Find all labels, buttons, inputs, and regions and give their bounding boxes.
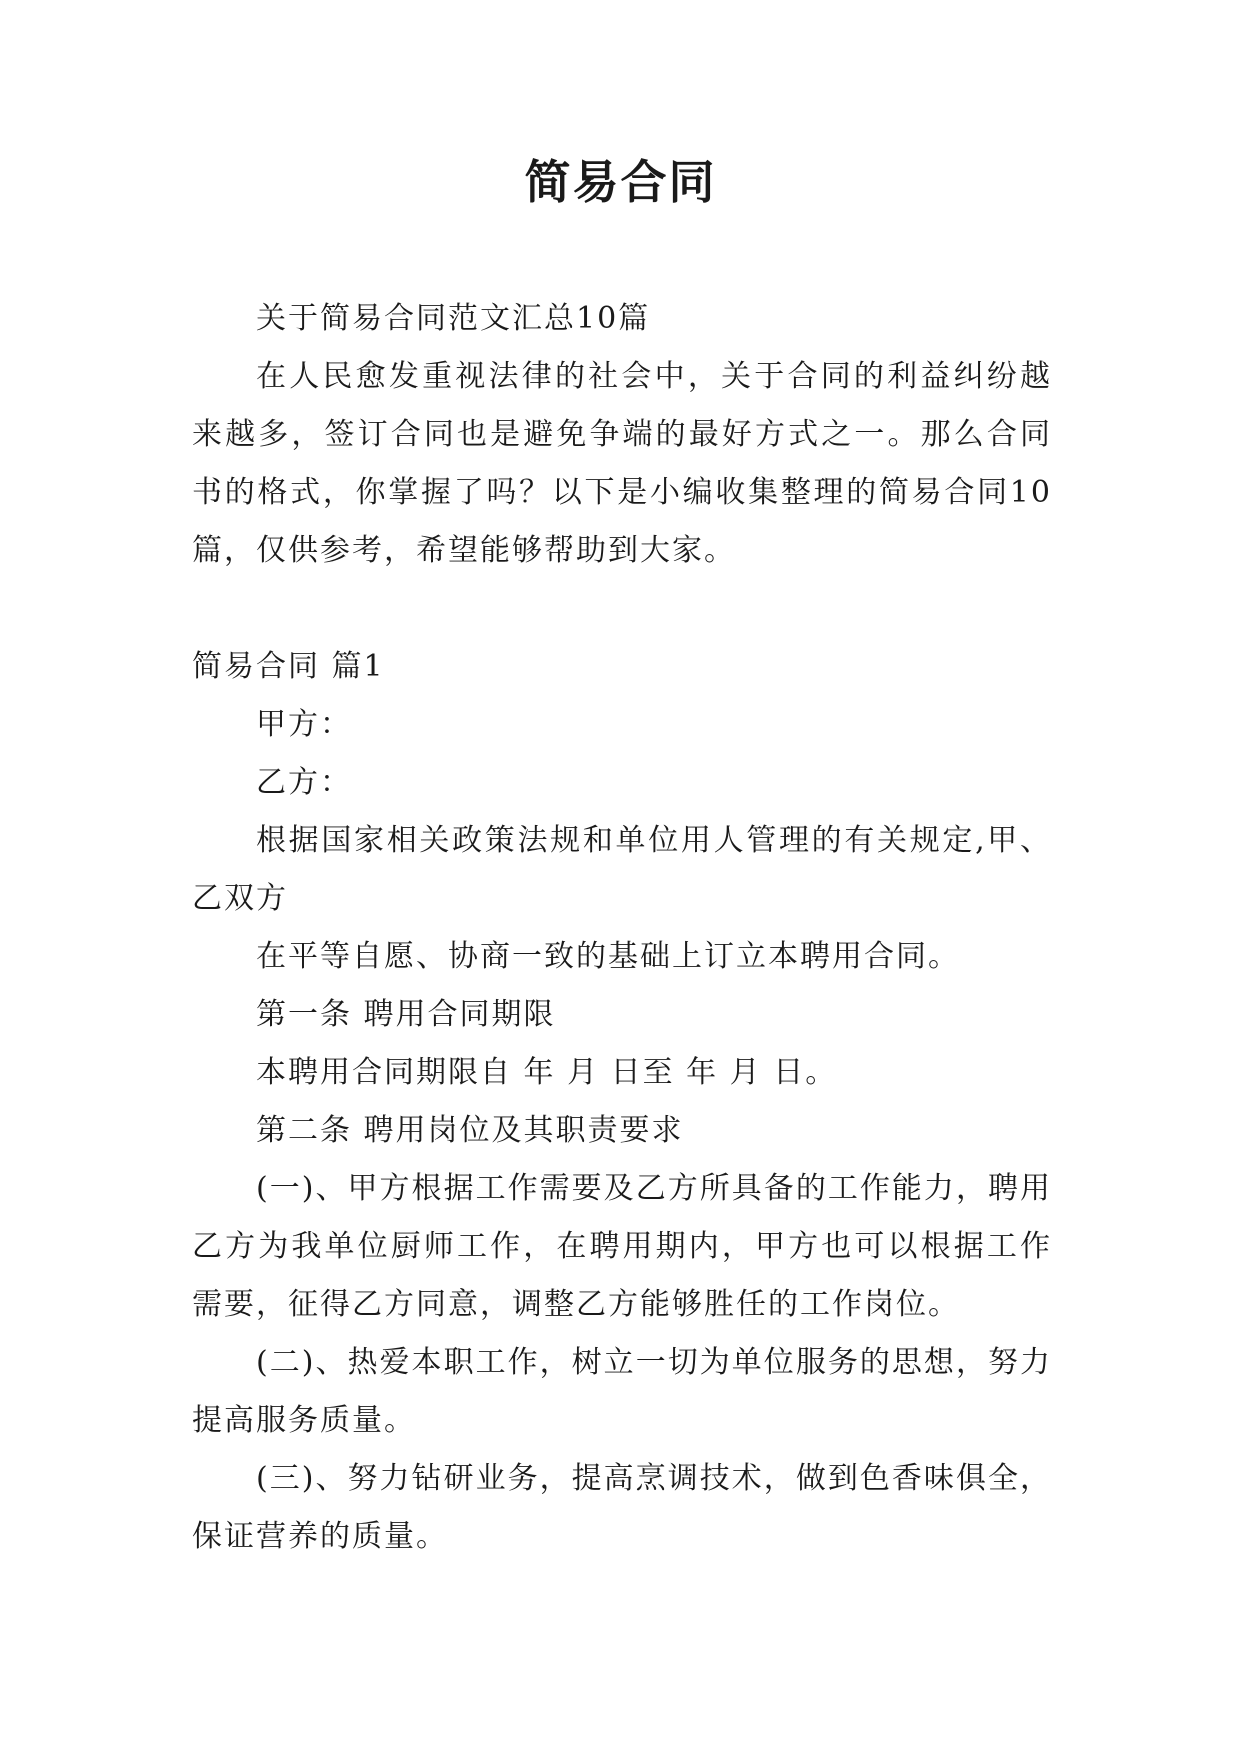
- intro-paragraph: 在人民愈发重视法律的社会中，关于合同的利益纠纷越来越多，签订合同也是避免争端的最好方式之一。那么合同书的格式，你掌握了吗？以下是小编收集整理的简易合同10篇，仅供参考，希望能够帮助到大家。: [192, 359, 1052, 568]
- party-a-label: 甲方：: [256, 707, 352, 742]
- basis-paragraph: 根据国家相关政策法规和单位用人管理的有关规定,甲、乙双方: [192, 823, 1052, 916]
- article-2-title: 第二条 聘用岗位及其职责要求: [256, 1113, 684, 1148]
- article-1-text: 本聘用合同期限自 年 月 日至 年 月 日。: [256, 1055, 838, 1090]
- basis-continuation: 在平等自愿、协商一致的基础上订立本聘用合同。: [256, 939, 960, 974]
- section-heading: 简易合同 篇1: [192, 649, 385, 684]
- article-2-item-1: (一)、甲方根据工作需要及乙方所具备的工作能力，聘用乙方为我单位厨师工作，在聘用期内，甲方也可以根据工作需要，征得乙方同意，调整乙方能够胜任的工作岗位。: [192, 1171, 1052, 1322]
- party-b-label: 乙方：: [256, 765, 352, 800]
- article-1-title: 第一条 聘用合同期限: [256, 997, 556, 1032]
- intro-subtitle: 关于简易合同范文汇总10篇: [256, 301, 651, 336]
- article-2-item-2: (二)、热爱本职工作，树立一切为单位服务的思想，努力提高服务质量。: [192, 1345, 1052, 1438]
- page-title: 简易合同: [524, 155, 717, 209]
- section-spacer: [192, 580, 1052, 638]
- article-2-item-3: (三)、努力钻研业务，提高烹调技术，做到色香味俱全，保证营养的质量。: [192, 1461, 1052, 1554]
- document-body: [192, 290, 1052, 1566]
